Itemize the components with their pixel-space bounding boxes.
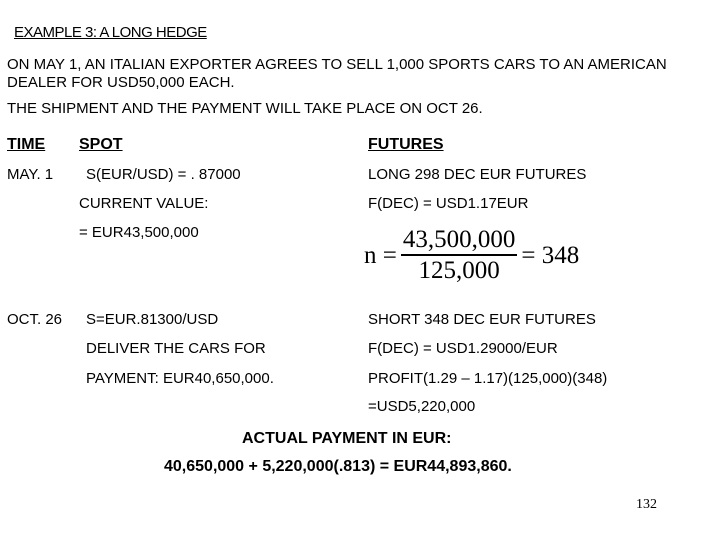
oct-payment: PAYMENT: EUR40,650,000. xyxy=(86,370,274,387)
actual-payment-calculation: 40,650,000 + 5,220,000(.813) = EUR44,893,860. xyxy=(164,458,512,475)
hedge-ratio-formula xyxy=(364,226,579,286)
slide-title: EXAMPLE 3: A LONG HEDGE xyxy=(14,24,207,41)
formula-numerator: 43,500,000 xyxy=(402,226,516,253)
may-futures-position: LONG 298 DEC EUR FUTURES xyxy=(368,166,587,183)
intro-line-1: ON MAY 1, AN ITALIAN EXPORTER AGREES TO SELL 1,000 SPORTS CARS TO AN AMERICAN DEALER FOR USD50,000 EACH. xyxy=(7,56,667,91)
may-current-value: = EUR43,500,000 xyxy=(79,224,199,241)
oct-deliver: DELIVER THE CARS FOR xyxy=(86,340,266,357)
actual-payment-label: ACTUAL PAYMENT IN EUR: xyxy=(242,430,452,447)
may-time: MAY. 1 xyxy=(7,166,54,183)
header-spot: SPOT xyxy=(79,136,123,153)
oct-futures-position: SHORT 348 DEC EUR FUTURES xyxy=(368,311,596,328)
formula-denominator: 125,000 xyxy=(418,257,500,284)
formula-rhs: = 348 xyxy=(521,242,580,269)
may-spot-rate: S(EUR/USD) = . 87000 xyxy=(86,166,241,183)
may-current-value-label: CURRENT VALUE: xyxy=(79,195,209,212)
page-number: 132 xyxy=(636,497,657,512)
formula-lhs: n = xyxy=(364,242,397,269)
intro-paragraph xyxy=(7,56,707,118)
oct-profit: PROFIT(1.29 – 1.17)(125,000)(348) xyxy=(368,370,608,387)
oct-futures-price: F(DEC) = USD1.29000/EUR xyxy=(368,340,558,357)
may-futures-price: F(DEC) = USD1.17EUR xyxy=(368,195,529,212)
intro-line-2: THE SHIPMENT AND THE PAYMENT WILL TAKE PLACE ON OCT 26. xyxy=(7,100,483,117)
formula-fraction xyxy=(401,226,518,286)
header-time: TIME xyxy=(7,136,46,153)
oct-profit-value: =USD5,220,000 xyxy=(368,398,476,415)
header-futures: FUTURES xyxy=(368,136,444,153)
oct-time: OCT. 26 xyxy=(7,311,63,328)
oct-spot-rate: S=EUR.81300/USD xyxy=(86,311,219,328)
